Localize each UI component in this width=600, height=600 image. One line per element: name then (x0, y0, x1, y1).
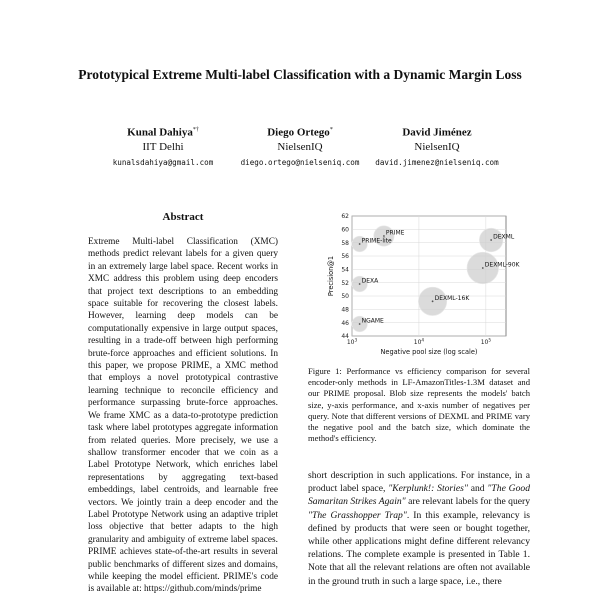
author-marks: * (329, 127, 333, 133)
figure-caption: Figure 1: Performance vs efficiency comparison for several encoder-only methods in LF-AmazonTitles-1.3M dataset and our PRIME proposal. Blob size represents the models' batch size, y-axis performance, and x-axis number of negatives per query. Note that different versions of DEXML and PRIME vary the negative pool and the batch size, which dominate the method's efficiency. (308, 366, 530, 444)
body-text: short description in such applications. For instance, in a product label space, (308, 470, 530, 495)
right-column-text (308, 469, 530, 588)
point-dexml-90k (482, 267, 484, 269)
author-2 (225, 124, 375, 169)
point-dexa (359, 283, 361, 285)
x-tick-label: $10^3$ (346, 337, 358, 346)
author-name: Diego Ortego* (267, 126, 333, 139)
author-marks: *† (192, 127, 199, 133)
y-tick-label: 56 (341, 253, 349, 261)
abstract-heading: Abstract (162, 211, 204, 223)
quoted-label: "The Good Samaritan Strikes Again" (308, 483, 530, 508)
figure-1-chart (326, 210, 520, 360)
author-email: diego.ortego@nielseniq.com (240, 157, 360, 167)
point-dexml (490, 239, 492, 241)
y-tick-label: 44 (341, 333, 349, 341)
author-affiliation: NielsenIQ (414, 140, 460, 153)
point-label-dexml-90k: DEXML-90K (484, 261, 520, 269)
quoted-label: "Kerplunk!: Stories" (388, 483, 468, 495)
y-tick-label: 60 (341, 226, 349, 234)
x-tick-label: $10^4$ (413, 337, 425, 346)
author-email: david.jimenez@nielseniq.com (375, 157, 499, 167)
author-1 (88, 124, 238, 169)
scatter-chart (326, 210, 520, 360)
paper-title: Prototypical Extreme Multi-label Classification with a Dynamic Margin Loss (78, 67, 522, 82)
y-tick-label: 52 (341, 279, 349, 287)
author-affiliation: IIT Delhi (142, 140, 184, 153)
y-tick-label: 50 (341, 293, 349, 301)
x-tick-label: $10^5$ (480, 337, 492, 346)
y-tick-label: 58 (341, 239, 349, 247)
point-label-dexa: DEXA (361, 277, 379, 285)
x-axis-label: Negative pool size (log scale) (380, 348, 478, 356)
y-axis-label: Precision@1 (327, 255, 335, 297)
abstract-text: Extreme Multi-label Classification (XMC) methods predict relevant labels for a given query in an extremely large label space. Recent works in XMC address this problem using deep encoders that project text descriptions to an embedding space suitable for recovering the closest labels. However, learning deep models can be computationally expensive in large output spaces, resulting in a trade-off between high performing brute-force approaches and efficient solutions. In this paper, we propose PRIME, a XMC method that employs a novel prototypical contrastive learning technique to reconcile efficiency and performance surpassing brute-force approaches. We frame XMC as a data-to-prototype prediction task where label prototypes aggregate information from related queries. More precisely, we use a shallow transformer encoder that we coin as a Label Prototype Network, which enriches label representations by aggregating text-based embeddings, label centroids, and learnable free vectors. We jointly train a deep encoder and the Label Prototype Network using an adaptive triplet loss objective that better adapts to the high granularity and ambiguity of extreme label spaces. PRIME achieves state-of-the-art results in several public benchmarks of different sizes and domains, while keeping the model efficient. PRIME's code is available at: https://github.com/minds/prime (88, 237, 278, 595)
quoted-query: "The Grasshopper Trap" (308, 509, 407, 521)
author-affiliation: NielsenIQ (277, 140, 323, 153)
point-label-dexml: DEXML (493, 233, 515, 241)
point-dexml-16k (432, 300, 434, 302)
author-email: kunalsdahiya@gmail.com (112, 157, 214, 167)
point-label-prime: PRIME (385, 229, 405, 237)
point-prime-lite (359, 243, 361, 245)
body-text: and (467, 483, 488, 495)
point-label-ngame: NGAME (361, 317, 384, 325)
point-ngame (359, 323, 361, 325)
author-3 (362, 124, 512, 169)
y-tick-label: 48 (341, 306, 349, 314)
y-tick-label: 62 (341, 213, 349, 221)
body-text: are relevant labels for the query (405, 496, 530, 508)
y-tick-label: 54 (341, 266, 349, 274)
y-tick-label: 46 (341, 319, 349, 327)
point-label-prime-lite: PRIME-lite (361, 237, 392, 245)
author-name: David Jiménez (402, 126, 472, 139)
author-name: Kunal Dahiya*† (127, 126, 199, 139)
point-label-dexml-16k: DEXML-16K (434, 294, 470, 302)
body-text: . In this example, relevancy is defined by products that were seen or bought together, while other applications might define different relevancy relations. The complete example is presented in Table 1. Note that all the relevant relations are often not available in the ground truth in such a large space, i.e., there (308, 509, 530, 587)
